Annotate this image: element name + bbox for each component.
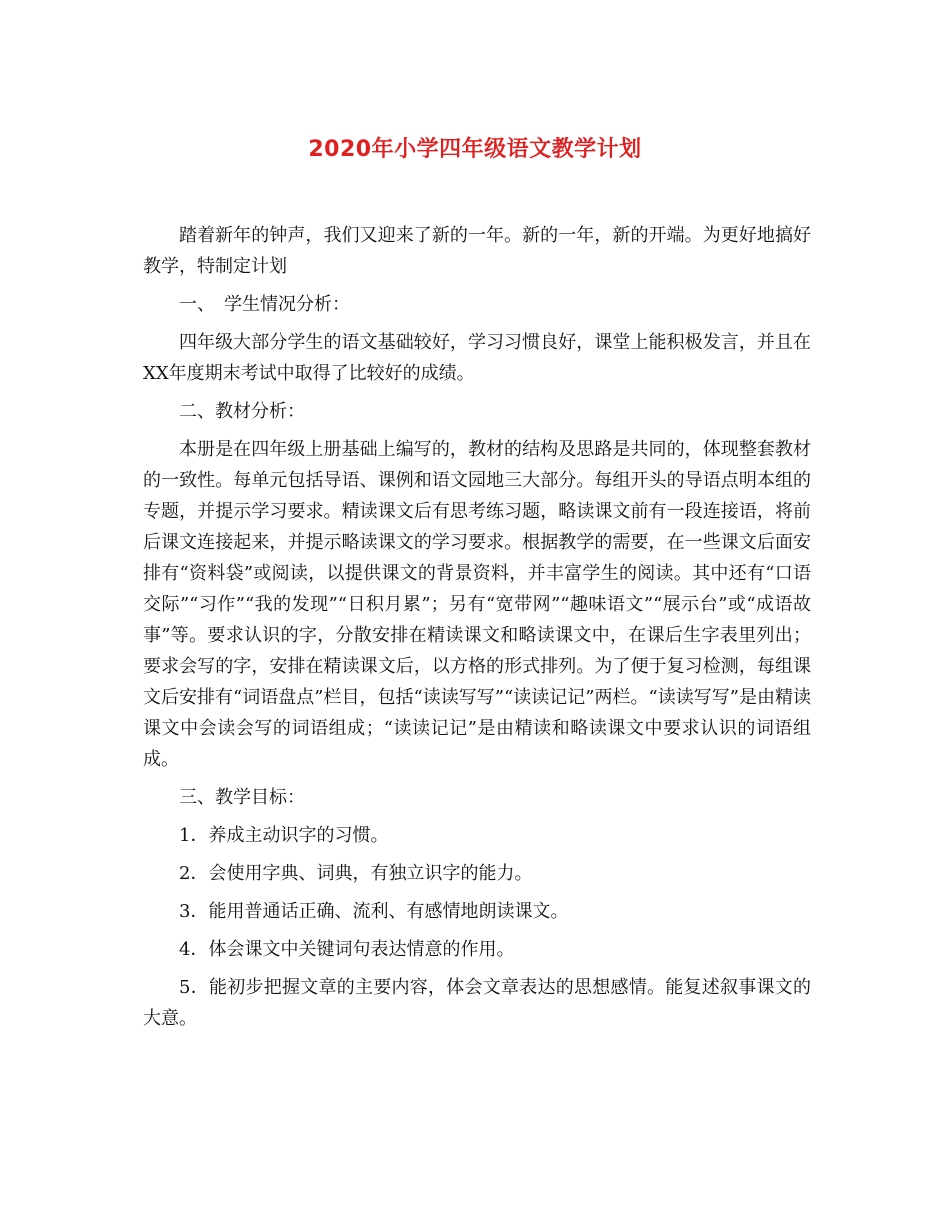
goal-item-3: 3．能用普通话正确、流利、有感情地朗读课文。 (179, 901, 569, 922)
goal-item-1: 1．养成主动识字的习惯。 (179, 825, 389, 846)
paragraph-intro: 踏着新年的钟声，我们又迎来了新的一年。新的一年，新的开端。为更好地搞好教学，特制定计划 (143, 225, 811, 277)
goal-item-4: 4．体会课文中关键词句表达情意的作用。 (179, 939, 515, 960)
heading-teaching-goals: 三、教学目标： (179, 787, 305, 808)
document-title: 2020年小学四年级语文教学计划 (308, 137, 642, 162)
paragraph-textbook-analysis: 本册是在四年级上册基础上编写的，教材的结构及思路是共同的，体现整套教材的一致性。每单元包括导语、课例和语文园地三大部分。每组开头的导语点明本组的专题，并提示学习要求。精读课文后有思考练习题，略读课文前有一段连接语，将前后课文连接起来，并提示略读课文的学习要求。根据教学的需要，在一些课文后面安排有“资料袋”或阅读，以提供课文的背景资料，并丰富学生的阅读。其中还有“口语交际”“习作”“我的发现”“日积月累”；另有“宽带网”“趣味语文”“展示台”或“成语故事”等。要求认识的字，分散安排在精读课文和略读课文中，在课后生字表里列出；要求会写的字，安排在精读课文后，以方格的形式排列。为了便于复习检测，每组课文后安排有“词语盘点”栏目，包括“读读写写”“读读记记”两栏。“读读写写”是由精读课文中会读会写的词语组成；“读读记记”是由精读和略读课文中要求认识的词语组成。 (143, 439, 811, 770)
goal-item-5: 5．能初步把握文章的主要内容，体会文章表达的思想感情。能复述叙事课文的大意。 (143, 977, 811, 1029)
paragraph-student-analysis: 四年级大部分学生的语文基础较好，学习习惯良好，课堂上能积极发言，并且在XX年度期末考试中取得了比较好的成绩。 (143, 332, 811, 384)
document-body (143, 220, 811, 1041)
goal-item-2: 2．会使用字典、词典，有独立识字的能力。 (179, 863, 533, 884)
heading-student-analysis: 一、 学生情况分析： (179, 294, 350, 315)
heading-textbook-analysis: 二、教材分析： (179, 401, 305, 422)
